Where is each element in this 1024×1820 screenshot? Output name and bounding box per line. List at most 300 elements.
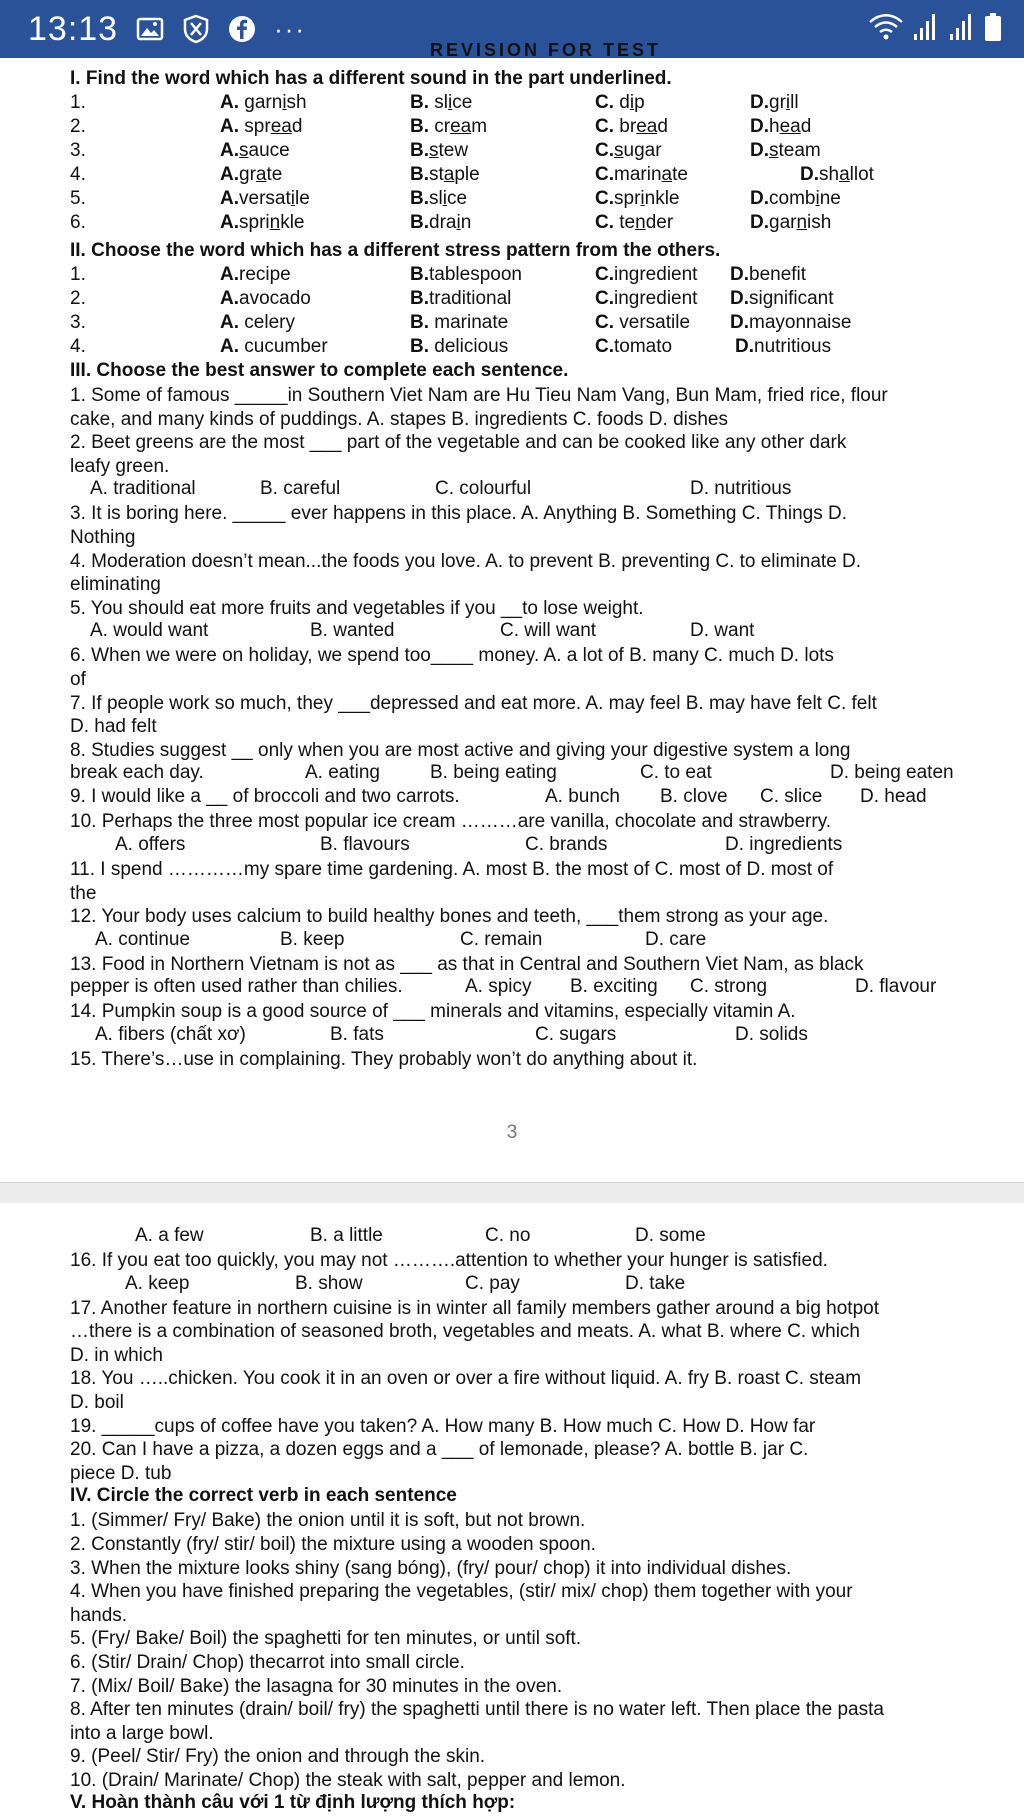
word-part: tomato xyxy=(614,336,673,357)
question-number: 5. xyxy=(70,188,86,209)
word-part: le xyxy=(294,188,310,209)
answer-option: D. take xyxy=(625,1272,686,1294)
text-line: 7. (Mix/ Boil/ Bake) the lasagna for 30 minutes in the oven. xyxy=(70,1675,563,1697)
option-letter: A. xyxy=(220,92,239,113)
answer-option: B. flavours xyxy=(320,833,410,855)
answer-option xyxy=(410,264,522,286)
word-part: ne xyxy=(819,188,841,209)
text-line: D. in which xyxy=(70,1344,163,1366)
answer-option xyxy=(735,336,831,358)
word-part: ugar xyxy=(623,140,662,161)
word-part: d xyxy=(657,116,668,137)
text-line: D. had felt xyxy=(70,716,157,738)
answer-option: A. eating xyxy=(305,762,380,784)
underlined-part: s xyxy=(429,140,439,161)
word-part: sl xyxy=(429,188,443,209)
option-letter: D. xyxy=(750,188,769,209)
word-part: ce xyxy=(446,188,468,209)
text-line: hands. xyxy=(70,1604,128,1626)
underlined-part: i xyxy=(442,188,447,209)
answer-option xyxy=(595,212,673,234)
option-letter: D. xyxy=(735,336,754,357)
word-part: traditional xyxy=(429,288,512,309)
word-part: spr xyxy=(614,188,641,209)
option-letter: B. xyxy=(410,164,429,185)
section-4-title: IV. Circle the correct verb in each sentence xyxy=(70,1485,457,1507)
text-line: 16. If you eat too quickly, you may not ……….attention to whether your hunger is satisfied. xyxy=(70,1250,828,1271)
section-5-title: V. Hoàn thành câu với 1 từ định lượng thích hợp: xyxy=(70,1792,516,1814)
text-line: 19. _____cups of coffee have you taken? A. How many B. How much C. How D. How far xyxy=(70,1415,816,1437)
text-line: 9. (Peel/ Stir/ Fry) the onion and through the skin. xyxy=(70,1746,486,1768)
answer-option xyxy=(730,312,851,334)
question-number: 1. xyxy=(70,92,86,113)
word-part: br xyxy=(614,116,637,137)
answer-option: break each day. xyxy=(70,762,204,784)
word-part: cucumber xyxy=(239,336,328,357)
question-row xyxy=(70,288,1000,312)
answer-option: A. offers xyxy=(115,833,186,855)
answer-option: B. careful xyxy=(260,478,341,500)
word-part: recipe xyxy=(239,264,291,285)
word-part: dra xyxy=(429,212,457,233)
options-row xyxy=(70,786,1000,810)
answer-option xyxy=(220,140,290,162)
option-letter: C. xyxy=(595,164,614,185)
option-letter: B. xyxy=(410,264,429,285)
question-number: 2. xyxy=(70,288,86,309)
page-separator xyxy=(0,1182,1024,1204)
answer-option xyxy=(595,188,680,210)
answer-option xyxy=(730,264,806,286)
page-number: 3 xyxy=(506,1122,518,1143)
underlined-part: a xyxy=(661,164,673,185)
option-letter: A. xyxy=(220,336,239,357)
answer-option: D. want xyxy=(690,620,755,642)
section-3-title: III. Choose the best answer to complete each sentence. xyxy=(70,360,569,381)
word-part: gr xyxy=(769,92,786,113)
option-letter: B. xyxy=(410,212,429,233)
word-part: ingredient xyxy=(614,264,698,285)
answer-option: C. pay xyxy=(465,1272,520,1294)
underlined-part: a xyxy=(255,164,267,185)
word-part: llot xyxy=(849,164,874,185)
word-part: ingredient xyxy=(614,288,698,309)
answer-option: C. sugars xyxy=(535,1023,617,1045)
answer-option xyxy=(220,288,311,310)
word-part: auce xyxy=(248,140,290,161)
word-part: sh xyxy=(819,164,840,185)
question-row xyxy=(70,264,1000,288)
text-line: 7. If people work so much, they ___depressed and eat more. A. may feel B. may have felt C. felt xyxy=(70,692,877,714)
text-line: 20. Can I have a pizza, a dozen eggs and a ___ of lemonade, please? A. bottle B. jar C. xyxy=(70,1439,809,1461)
more-icon: ··· xyxy=(274,13,307,44)
options-row xyxy=(70,478,1000,502)
option-letter: A. xyxy=(220,140,239,161)
answer-option xyxy=(750,92,799,114)
shield-icon xyxy=(182,14,210,44)
answer-option: pepper is often used rather than chilies. xyxy=(70,976,403,998)
text-line: into a large bowl. xyxy=(70,1722,214,1744)
question-row xyxy=(70,312,1000,336)
word-part: team xyxy=(778,140,821,161)
word-part: ce xyxy=(452,92,473,113)
option-letter: B. xyxy=(410,92,429,113)
page-header-cutoff: REVISION FOR TEST xyxy=(430,40,662,60)
answer-option: D. care xyxy=(645,928,707,950)
question-number: 4. xyxy=(70,336,86,357)
question-row xyxy=(70,212,1000,236)
question-row xyxy=(70,140,1000,164)
answer-option xyxy=(220,92,307,114)
section-2-title: II. Choose the word which has a different stress pattern from the others. xyxy=(70,240,721,261)
underlined-part: n xyxy=(635,212,646,233)
answer-option: D. ingredients xyxy=(725,833,843,855)
section-2-rows xyxy=(70,264,1000,360)
answer-option: C. to eat xyxy=(640,762,712,784)
signal-icon-2 xyxy=(948,12,976,47)
word-part: te xyxy=(266,164,283,185)
answer-option: D. some xyxy=(635,1225,706,1246)
answer-option xyxy=(595,264,697,286)
answer-option xyxy=(410,164,480,186)
answer-option xyxy=(595,140,662,162)
option-letter: D. xyxy=(750,92,769,113)
question-number: 3. xyxy=(70,140,86,161)
word-part: st xyxy=(429,164,444,185)
options-row xyxy=(70,1273,1000,1297)
underlined-part: ea xyxy=(270,116,292,137)
answer-option: B. being eating xyxy=(430,762,557,784)
option-letter: C. xyxy=(595,264,614,285)
options-row xyxy=(70,762,1000,786)
word-part: sh xyxy=(286,92,307,113)
text-line: 3. It is boring here. _____ ever happens in this place. A. Anything B. Something C. Things D. xyxy=(70,503,848,525)
options-row xyxy=(70,1225,1000,1249)
answer-option xyxy=(220,164,282,186)
word-part: benefit xyxy=(749,264,807,285)
word-part: d xyxy=(800,116,812,137)
answer-option xyxy=(595,336,672,358)
answer-option xyxy=(220,188,310,210)
text-line: 5. (Fry/ Bake/ Boil) the spaghetti for ten minutes, or until soft. xyxy=(70,1628,582,1650)
underlined-part: ea xyxy=(636,116,658,137)
option-letter: C. xyxy=(595,212,614,233)
question-row xyxy=(70,164,1000,188)
page-2-body xyxy=(70,1225,1000,1816)
underlined-part: i xyxy=(629,92,635,113)
underlined-part: s xyxy=(239,140,249,161)
option-letter: B. xyxy=(410,288,429,309)
option-letter: D. xyxy=(750,212,769,233)
word-part: delicious xyxy=(429,336,509,357)
text-line: 15. There’s…use in complaining. They probably won’t do anything about it. xyxy=(70,1048,698,1070)
text-line: 18. You …..chicken. You cook it in an oven or over a fire without liquid. A. fry B. roast C. steam xyxy=(70,1368,862,1390)
option-letter: C. xyxy=(595,188,614,209)
word-part: celery xyxy=(239,312,295,333)
answer-option: D. solids xyxy=(735,1023,808,1045)
word-part: p xyxy=(634,92,645,113)
answer-option: A. a few xyxy=(135,1225,204,1246)
underlined-part: i xyxy=(448,92,453,113)
text-line: 10. (Drain/ Marinate/ Chop) the steak with salt, pepper and lemon. xyxy=(70,1769,626,1791)
image-icon xyxy=(136,16,164,42)
document-page-2[interactable] xyxy=(0,1203,1024,1820)
text-line: of xyxy=(70,668,86,690)
word-part: spri xyxy=(239,212,270,233)
option-letter: A. xyxy=(220,212,239,233)
answer-option: D. being eaten xyxy=(830,762,954,784)
word-part: ll xyxy=(790,92,799,113)
option-letter: D. xyxy=(730,288,749,309)
answer-option xyxy=(410,212,471,234)
answer-option xyxy=(410,312,508,334)
text-line: eliminating xyxy=(70,574,161,596)
answer-option xyxy=(595,312,690,334)
signal-icon xyxy=(912,12,940,47)
answer-option: D. flavour xyxy=(855,976,937,998)
text-line: 4. Moderation doesn’t mean...the foods you love. A. to prevent B. preventing C. to eliminate D. xyxy=(70,550,862,572)
text-line: 11. I spend …………my spare time gardening. A. most B. the most of C. most of D. most of xyxy=(70,858,834,880)
question-number: 2. xyxy=(70,116,86,137)
option-letter: B. xyxy=(410,312,429,333)
options-row xyxy=(70,1024,1000,1048)
option-letter: A. xyxy=(220,164,239,185)
word-part: tew xyxy=(438,140,469,161)
answer-option: C. no xyxy=(485,1225,531,1246)
section-1-title: I. Find the word which has a different sound in the part underlined. xyxy=(70,68,672,89)
word-part: kle xyxy=(280,212,305,233)
word-part: gar xyxy=(769,212,797,233)
text-line: Nothing xyxy=(70,526,136,548)
text-line: 17. Another feature in northern cuisine is in winter all family members gather around a big hotpot xyxy=(70,1297,880,1319)
answer-option xyxy=(595,164,688,186)
answer-option xyxy=(410,116,487,138)
option-letter: B. xyxy=(410,336,429,357)
question-row xyxy=(70,116,1000,140)
word-part: te xyxy=(672,164,688,185)
underlined-part: i xyxy=(785,92,791,113)
answer-option xyxy=(730,288,834,310)
text-line: leafy green. xyxy=(70,455,170,477)
status-time: 13:13 xyxy=(28,9,119,48)
answer-option xyxy=(220,264,291,286)
text-line: 6. (Stir/ Drain/ Chop) thecarrot into small circle. xyxy=(70,1651,465,1673)
answer-option xyxy=(595,288,697,310)
text-line: 8. Studies suggest __ only when you are most active and giving your digestive system a long xyxy=(70,739,851,761)
word-part: versatile xyxy=(614,312,691,333)
text-line: 1. (Simmer/ Fry/ Bake) the onion until it is soft, but not brown. xyxy=(70,1510,586,1532)
option-letter: B. xyxy=(410,116,429,137)
option-letter: C. xyxy=(595,288,614,309)
document-page-1[interactable] xyxy=(0,40,1024,1182)
word-part: spr xyxy=(239,116,271,137)
answer-option: A. traditional xyxy=(90,478,196,500)
answer-option xyxy=(750,188,841,210)
option-letter: A. xyxy=(220,288,239,309)
option-letter: C. xyxy=(595,312,614,333)
answer-option: B. exciting xyxy=(570,976,658,998)
word-part: nutritious xyxy=(754,336,832,357)
facebook-icon xyxy=(228,15,256,43)
battery-icon xyxy=(984,12,1002,47)
text-line: 2. Beet greens are the most ___ part of the vegetable and can be cooked like any other dark xyxy=(70,432,847,454)
question-number: 3. xyxy=(70,312,86,333)
word-part: nkle xyxy=(644,188,680,209)
wifi-icon xyxy=(868,12,904,47)
word-part: ple xyxy=(454,164,480,185)
answer-option xyxy=(220,212,305,234)
answer-option xyxy=(220,116,302,138)
option-letter: B. xyxy=(410,188,429,209)
underlined-part: i xyxy=(456,212,461,233)
underlined-part: s xyxy=(614,140,624,161)
text-line: 13. Food in Northern Vietnam is not as ___ as that in Central and Southern Viet Nam, as black xyxy=(70,953,864,975)
word-part: marin xyxy=(614,164,662,185)
word-part: sl xyxy=(429,92,448,113)
options-row xyxy=(70,976,1000,1000)
text-line: 6. When we were on holiday, we spend too____ money. A. a lot of B. many C. much D. lots xyxy=(70,645,834,667)
text-line: D. boil xyxy=(70,1391,124,1413)
underlined-part: ea xyxy=(779,116,801,137)
text-line: cake, and many kinds of puddings. A. stapes B. ingredients C. foods D. dishes xyxy=(70,408,728,430)
answer-option xyxy=(410,140,468,162)
text-line: 14. Pumpkin soup is a good source of ___ minerals and vitamins, especially vitamin A. xyxy=(70,1001,796,1023)
option-letter: D. xyxy=(730,312,749,333)
text-line: 4. When you have finished preparing the vegetables, (stir/ mix/ chop) them together with your xyxy=(70,1581,853,1603)
text-line: the xyxy=(70,882,97,904)
underlined-part: a xyxy=(839,164,850,185)
question-row xyxy=(70,92,1000,116)
answer-option: B. wanted xyxy=(310,620,395,642)
underlined-part: n xyxy=(269,212,281,233)
text-line: 12. Your body uses calcium to build healthy bones and teeth, ___them strong as your age. xyxy=(70,906,829,928)
option-letter: D. xyxy=(730,264,749,285)
word-part: te xyxy=(614,212,636,233)
word-part: gr xyxy=(239,164,256,185)
answer-option: B. show xyxy=(295,1272,363,1294)
answer-option: B. a little xyxy=(310,1225,383,1246)
answer-option xyxy=(220,312,295,334)
word-part: avocado xyxy=(239,288,311,309)
section-3-body xyxy=(70,384,1000,1071)
word-part: garn xyxy=(239,92,283,113)
word-part: ish xyxy=(807,212,832,233)
underlined-part: i xyxy=(282,92,287,113)
answer-option: C. slice xyxy=(760,786,823,808)
section-1 xyxy=(70,68,1000,1071)
text-line: 5. You should eat more fruits and vegetables if you __to lose weight. xyxy=(70,597,644,619)
word-part: cr xyxy=(429,116,451,137)
word-part: der xyxy=(645,212,674,233)
underlined-part: a xyxy=(443,164,455,185)
answer-option: A. would want xyxy=(90,620,209,642)
text-line: piece D. tub xyxy=(70,1462,172,1484)
answer-option xyxy=(750,116,811,138)
option-letter: B. xyxy=(410,140,429,161)
option-letter: D. xyxy=(750,140,769,161)
options-row xyxy=(70,834,1000,858)
word-part: n xyxy=(460,212,472,233)
word-part: m xyxy=(471,116,488,137)
word-part: d xyxy=(614,92,630,113)
text-line: 1. Some of famous _____in Southern Viet Nam are Hu Tieu Nam Vang, Bun Mam, fried rice, flour xyxy=(70,385,888,406)
question-number: 6. xyxy=(70,212,86,233)
options-row xyxy=(70,620,1000,644)
underlined-part: i xyxy=(815,188,820,209)
underlined-part: s xyxy=(769,140,779,161)
word-part: significant xyxy=(749,288,834,309)
answer-option: A. keep xyxy=(125,1272,190,1294)
text-line: 8. After ten minutes (drain/ boil/ fry) the spaghetti until there is no water left. Then place the pasta xyxy=(70,1699,884,1721)
answer-option xyxy=(410,188,467,210)
option-letter: A. xyxy=(220,264,239,285)
section-1-rows xyxy=(70,92,1000,236)
text-line: 2. Constantly (fry/ stir/ boil) the mixture using a wooden spoon. xyxy=(70,1533,596,1555)
answer-option xyxy=(750,212,831,234)
answer-option xyxy=(800,164,874,186)
question-number: 4. xyxy=(70,164,86,185)
text-line: 10. Perhaps the three most popular ice cream ………are vanilla, chocolate and strawberry. xyxy=(70,811,832,833)
answer-option: 9. I would like a __ of broccoli and two carrots. xyxy=(70,786,460,808)
answer-option xyxy=(595,116,668,138)
answer-option xyxy=(220,336,328,358)
answer-option: C. will want xyxy=(500,620,597,642)
answer-option: C. colourful xyxy=(435,478,532,500)
word-part: comb xyxy=(769,188,816,209)
underlined-part: i xyxy=(290,188,295,209)
answer-option xyxy=(750,140,821,162)
word-part: d xyxy=(291,116,303,137)
text-line: …there is a combination of seasoned broth, vegetables and meats. A. what B. where C. which xyxy=(70,1321,860,1343)
answer-option xyxy=(410,92,472,114)
word-part: h xyxy=(769,116,780,137)
answer-option: C. brands xyxy=(525,833,608,855)
answer-option: A. spicy xyxy=(465,976,532,998)
answer-option xyxy=(410,288,511,310)
answer-option xyxy=(595,92,645,114)
answer-option: A. fibers (chất xơ) xyxy=(95,1023,246,1045)
options-row xyxy=(70,929,1000,953)
underlined-part: n xyxy=(796,212,808,233)
word-part: tablespoon xyxy=(429,264,522,285)
question-row xyxy=(70,188,1000,212)
answer-option: B. fats xyxy=(330,1023,384,1045)
answer-option: B. clove xyxy=(660,786,728,808)
answer-option: C. remain xyxy=(460,928,543,950)
answer-option: A. bunch xyxy=(545,786,620,808)
answer-option: C. strong xyxy=(690,976,768,998)
question-row xyxy=(70,336,1000,360)
word-part: versat xyxy=(239,188,291,209)
answer-option: A. continue xyxy=(95,928,191,950)
text-line: 3. When the mixture looks shiny (sang bóng), (fry/ pour/ chop) it into individual dishes. xyxy=(70,1557,792,1579)
underlined-part: ea xyxy=(450,116,472,137)
word-part: marinate xyxy=(429,312,509,333)
answer-option: D. head xyxy=(860,786,927,808)
underlined-part: i xyxy=(640,188,645,209)
option-letter: C. xyxy=(595,92,614,113)
answer-option xyxy=(410,336,508,358)
option-letter: A. xyxy=(220,188,239,209)
option-letter: C. xyxy=(595,140,614,161)
question-number: 1. xyxy=(70,264,86,285)
option-letter: C. xyxy=(595,116,614,137)
option-letter: D. xyxy=(750,116,769,137)
option-letter: C. xyxy=(595,336,614,357)
option-letter: A. xyxy=(220,116,239,137)
option-letter: A. xyxy=(220,312,239,333)
word-part: mayonnaise xyxy=(749,312,852,333)
